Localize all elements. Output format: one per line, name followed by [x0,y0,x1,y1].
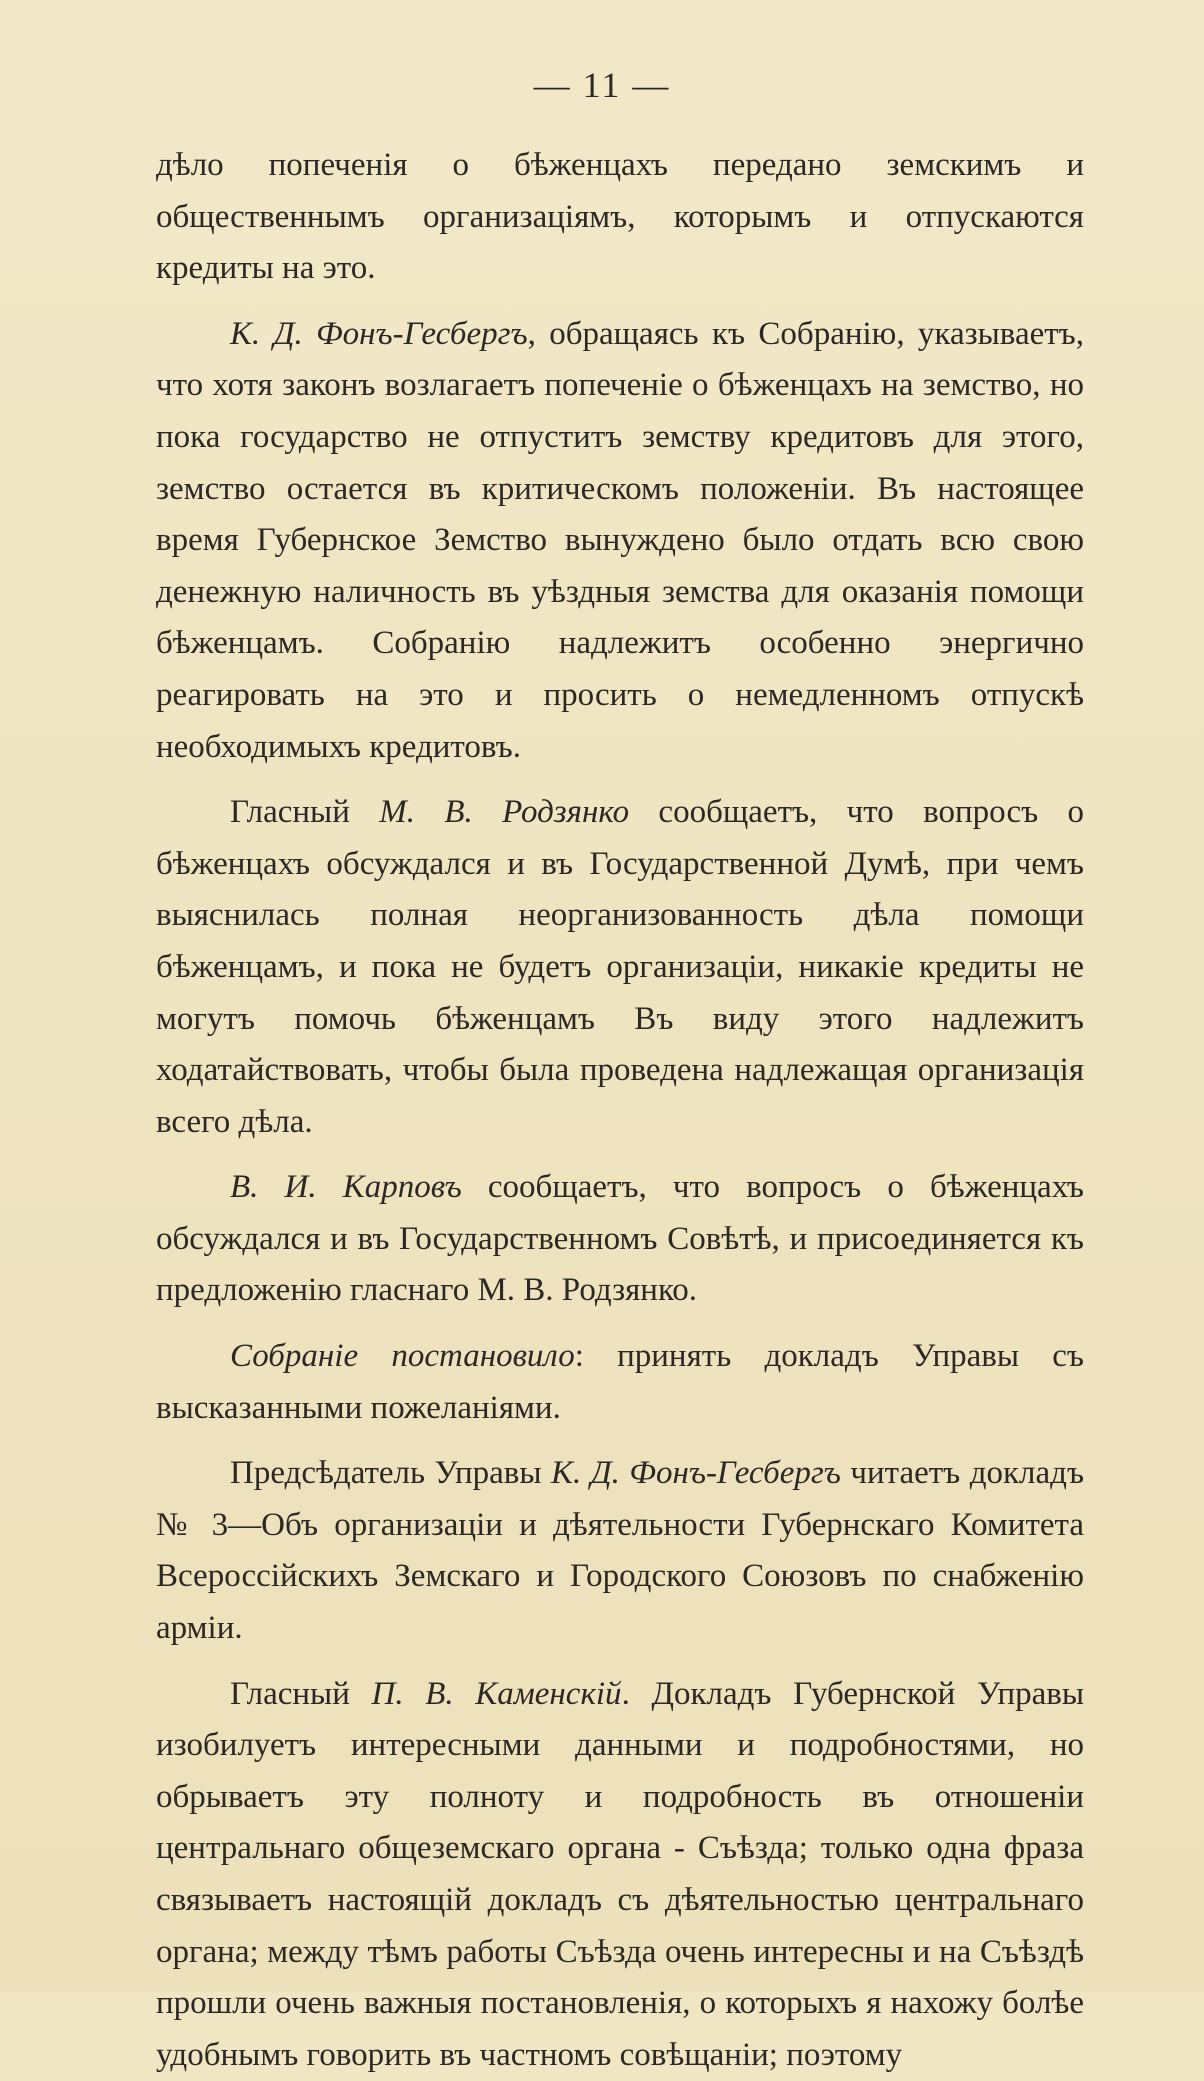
text-run: читаетъ докладъ № 3—Объ организаціи и дѣятельности Губернскаго Комитета Всероссійскихъ Земскаго и Городского Союзовъ по снабженію арміи. [156,1455,1085,1647]
paragraph-6 [156,1448,1084,1654]
text-run: сообщаетъ, что вопросъ о бѣженцахъ обсуждался и въ Государственной Думѣ, при чемъ выяснилась полная неорганизованность дѣла помощи бѣженцамъ, и пока не будетъ организаціи, никакіе кредиты не могутъ помочь бѣженцамъ Въ виду этого надлежитъ ходатайствовать, чтобы была проведена надлежащая организація всего дѣла. [156,794,1085,1140]
paragraph-7 [156,1669,1084,2081]
page-body [156,140,1084,2081]
text-run: Гласный [230,1675,372,1712]
text-run: : принять докладъ Управы съ высказанными пожеланіями. [156,1338,1084,1426]
speaker-name: М. В. Родзянко [379,794,630,831]
speaker-name: К. Д. Фонъ-Гесбергъ [230,315,528,352]
paragraph-3 [156,787,1084,1148]
text-run: сообщаетъ, что вопросъ о бѣженцахъ обсуждался и въ Государственномъ Совѣтѣ, и присоединяется къ предложенію гласнаго М. В. Родзянко. [156,1169,1084,1309]
text-run: . Докладъ Губернской Управы изобилуетъ интересными данными и подробностями, но обрываетъ эту полноту и подробность въ отношеніи центральнаго общеземскаго органа - Съѣзда; только одна фраза связываетъ настоящій докладъ съ дѣятельностью центральнаго органа; между тѣмъ работы Съѣзда очень интересны и на Съѣздѣ прошли очень важныя постановленія, о которыхъ я нахожу болѣе удобнымъ говорить въ частномъ совѣщаніи; поэтому [156,1675,1085,2073]
paragraph-2 [156,309,1084,773]
text-run: Гласный [230,794,380,831]
text-run: дѣло попеченія о бѣженцахъ передано земскимъ и общественнымъ организаціямъ, которымъ и отпускаются кредиты на это. [156,147,1084,287]
text-run: Предсѣдатель Управы [230,1455,552,1492]
paragraph-1 [156,140,1084,295]
text-run: , обращаясь къ Собранію, указываетъ, что хотя законъ возлагаетъ попеченіе о бѣженцахъ на земство, но пока государство не отпуститъ земству кредитовъ для этого, земство остается въ критическомъ положеніи. Въ настоящее время Губернское Земство вынуждено было отдать всю свою денежную наличность въ уѣздныя земства для оказанія помощи бѣженцамъ. Собранію надлежитъ особенно энергично реагировать на это и просить о немедленномъ отпускѣ необходимыхъ кредитовъ. [156,315,1084,765]
resolution-label: Собраніе постановило [230,1338,575,1375]
speaker-name: П. В. Каменскій [371,1675,622,1712]
page-number: — 11 — [533,65,671,105]
paragraph-4 [156,1162,1084,1317]
speaker-name: В. И. Карповъ [230,1169,462,1206]
paragraph-5 [156,1331,1084,1434]
speaker-name: К. Д. Фонъ-Гесбергъ [551,1455,841,1492]
